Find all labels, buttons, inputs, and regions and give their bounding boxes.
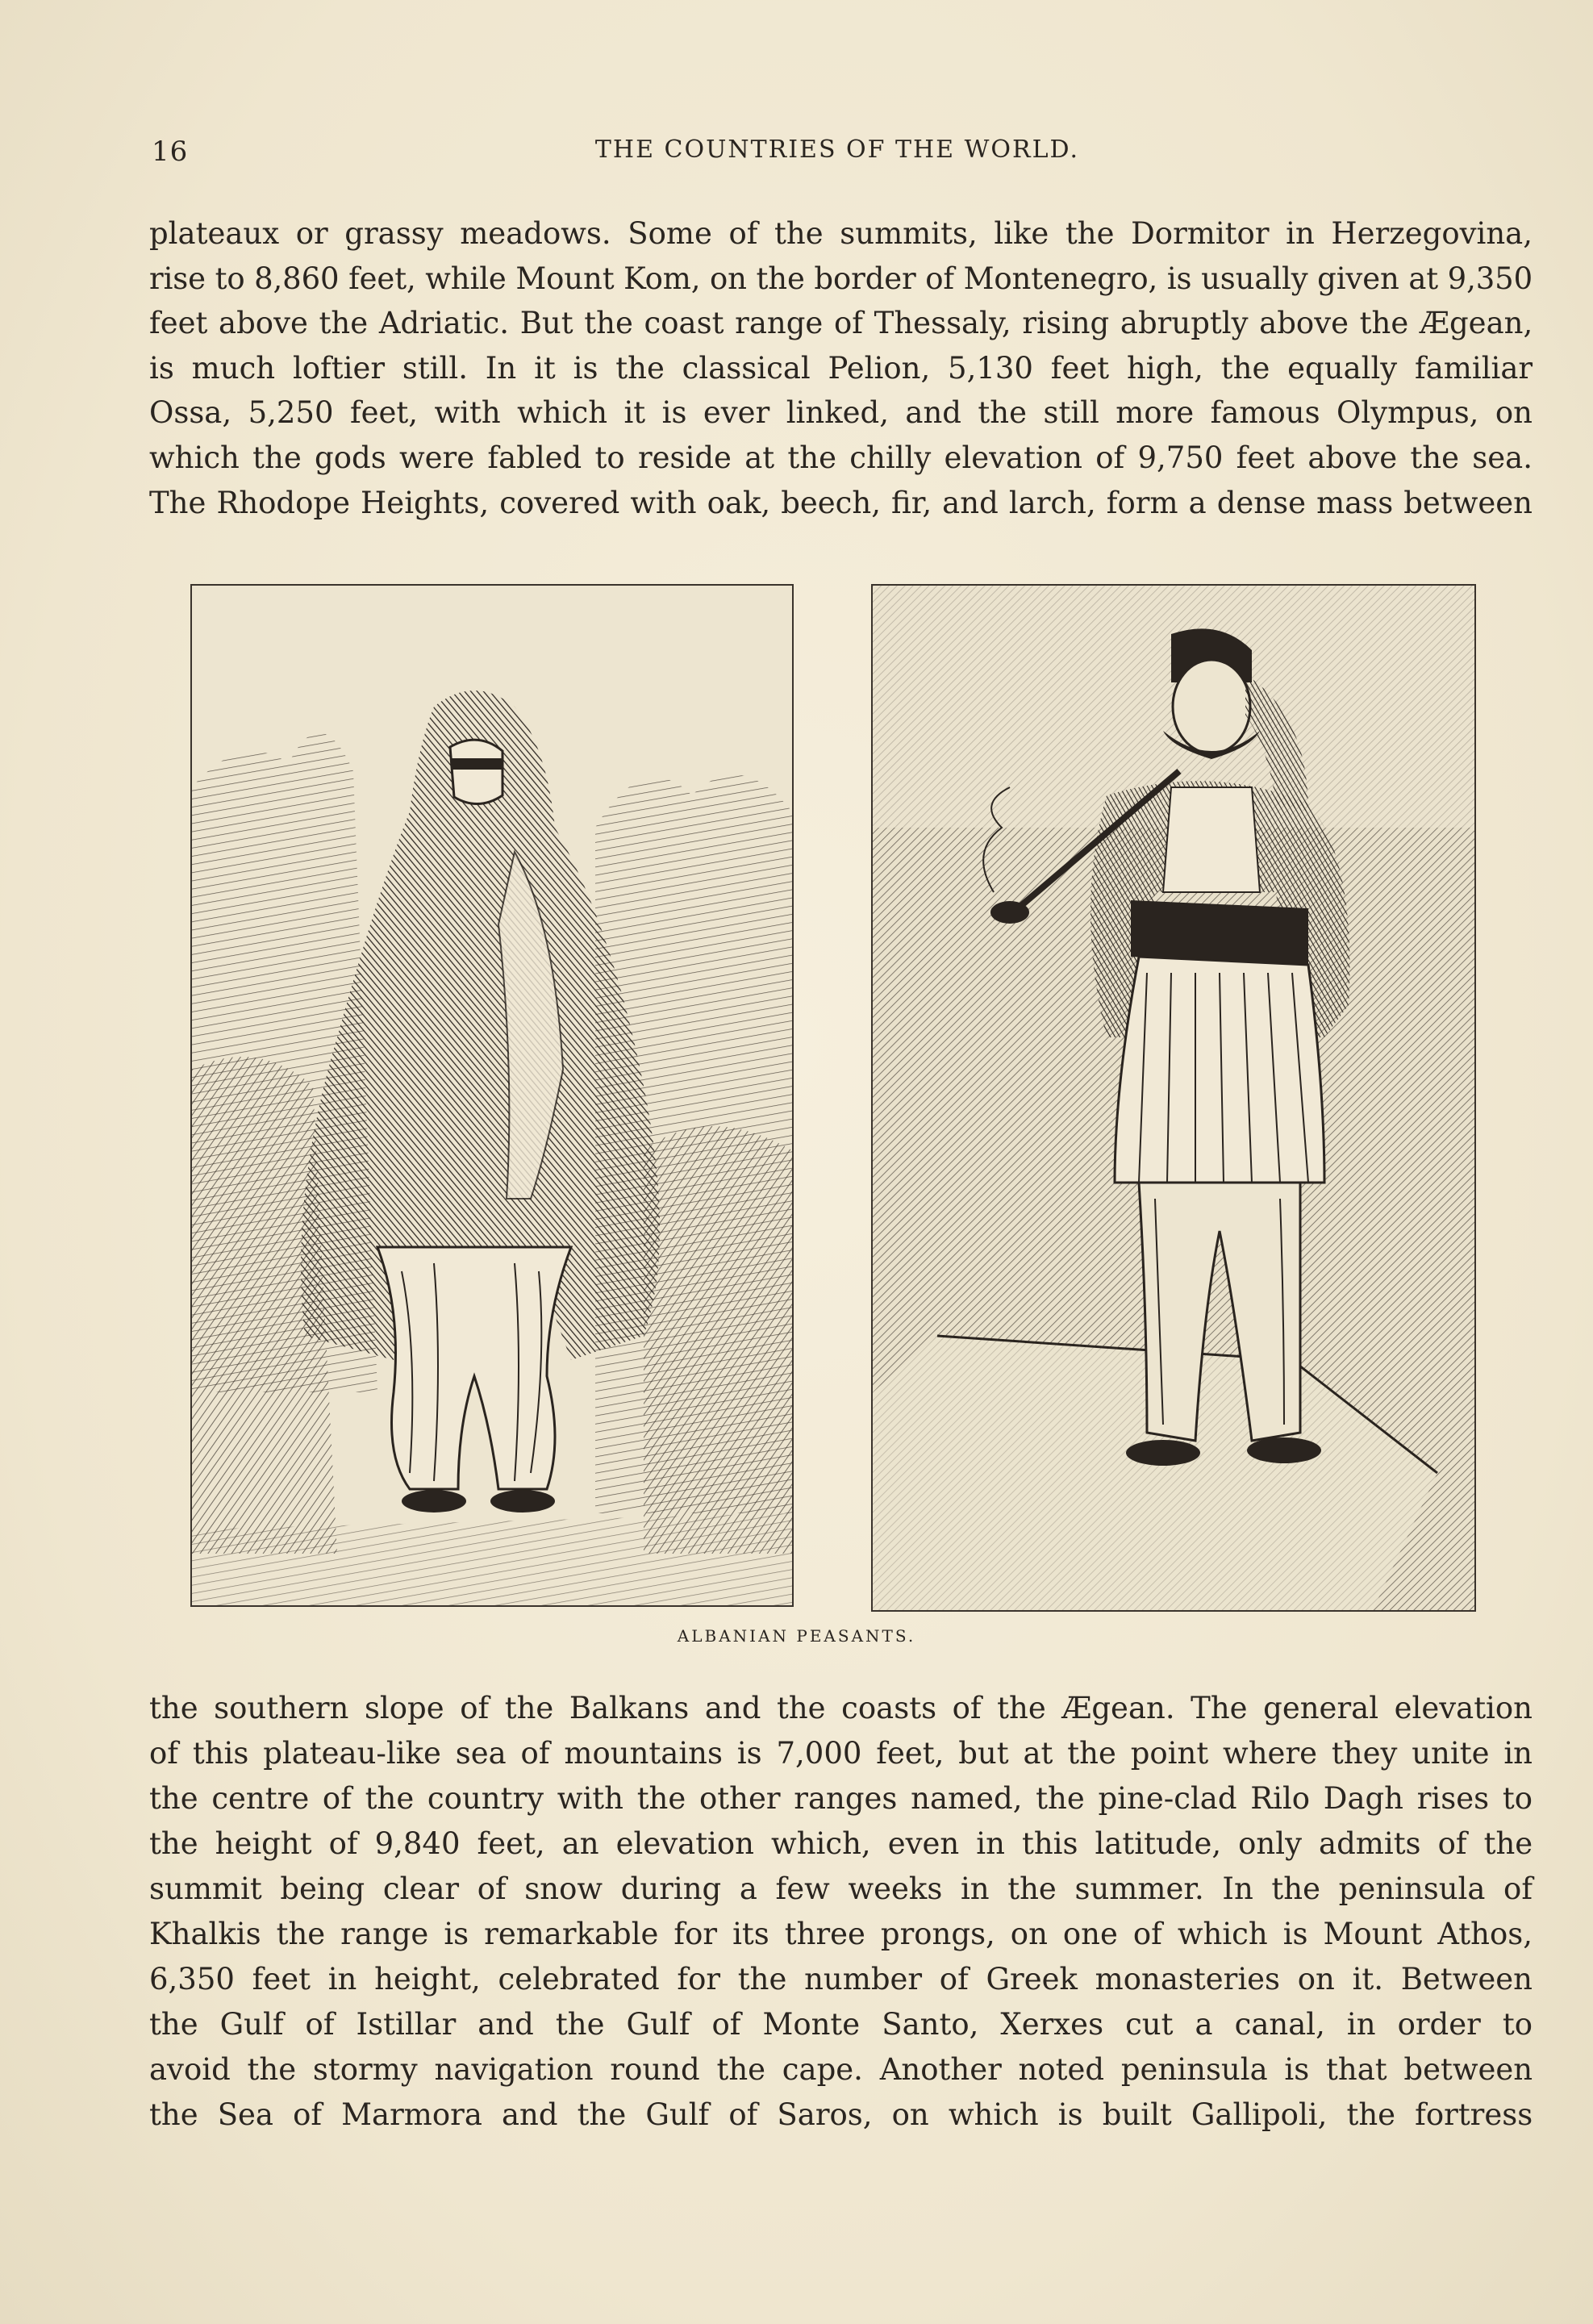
text-line: avoid the stormy navigation round the cape. Another noted peninsula is that between — [149, 2052, 1533, 2087]
text-line: Ossa, 5,250 feet, with which it is ever linked, and the still more famous Olympus, on — [149, 395, 1533, 431]
text-line: the centre of the country with the other ranges named, the pine-clad Rilo Dagh rises to — [149, 1781, 1533, 1816]
text-line: which the gods were fabled to reside at the chilly elevation of 9,750 feet above the sea. — [149, 440, 1533, 475]
page-number: 16 — [152, 136, 189, 168]
veiled-woman-illustration — [192, 586, 792, 1605]
engraving-man-with-pipe — [871, 584, 1476, 1612]
text-line: 6,350 feet in height, celebrated for the number of Greek monasteries on it. Between — [149, 1962, 1533, 1996]
text-line: the Sea of Marmora and the Gulf of Saros, on which is built Gallipoli, the fortress — [149, 2097, 1533, 2132]
text-line: rise to 8,860 feet, while Mount Kom, on the border of Montenegro, is usually given at 9,350 — [149, 261, 1533, 296]
figure-caption: ALBANIAN PEASANTS. — [677, 1626, 916, 1646]
page-header — [152, 136, 1523, 168]
paragraph-top — [149, 211, 1533, 525]
text-line: is much loftier still. In it is the classical Pelion, 5,130 feet high, the equally familiar — [149, 350, 1533, 386]
text-line: the Gulf of Istillar and the Gulf of Monte Santo, Xerxes cut a canal, in order to — [149, 2007, 1533, 2042]
text-line: The Rhodope Heights, covered with oak, beech, fir, and larch, form a dense mass between — [149, 485, 1533, 520]
text-line: summit being clear of snow during a few weeks in the summer. In the peninsula of — [149, 1871, 1533, 1906]
text-line: plateaux or grassy meadows. Some of the summits, like the Dormitor in Herzegovina, — [149, 216, 1533, 251]
text-line: of this plateau-like sea of mountains is 7,000 feet, but at the point where they unite in — [149, 1736, 1533, 1771]
engraving-veiled-woman — [190, 584, 794, 1607]
running-title: THE COUNTRIES OF THE WORLD. — [594, 136, 1080, 164]
text-line: the height of 9,840 feet, an elevation which, even in this latitude, only admits of the — [149, 1826, 1533, 1861]
text-line: feet above the Adriatic. But the coast range of Thessaly, rising abruptly above the Ægean, — [149, 306, 1533, 341]
text-line: the southern slope of the Balkans and the coasts of the Ægean. The general elevation — [149, 1691, 1533, 1725]
text-line: Khalkis the range is remarkable for its three prongs, on one of which is Mount Athos, — [149, 1917, 1533, 1951]
paragraph-bottom — [149, 1686, 1533, 2138]
man-with-pipe-illustration — [873, 586, 1474, 1610]
